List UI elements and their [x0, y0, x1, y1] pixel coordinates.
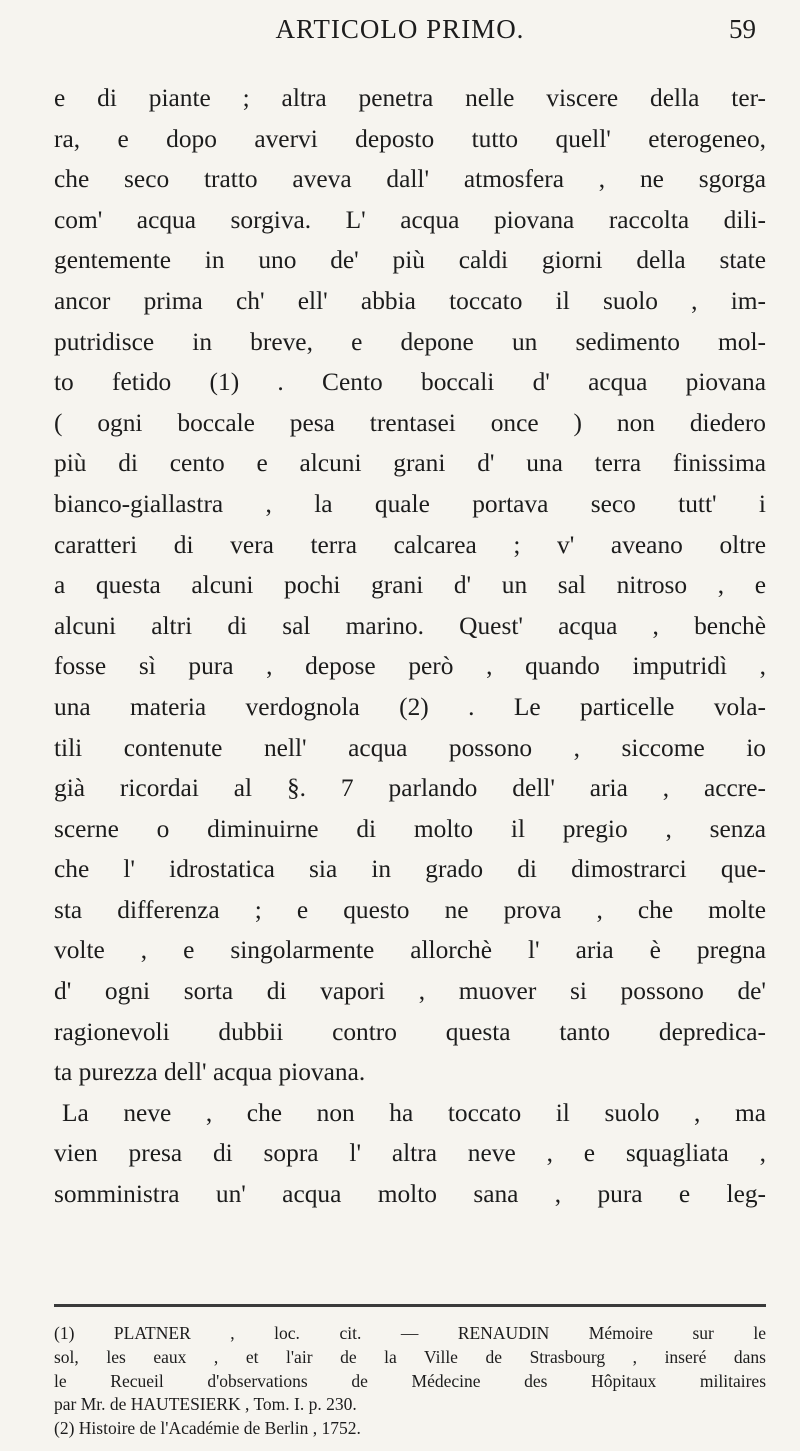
page-header — [0, 14, 800, 54]
text-line: volte , e singolarmente allorchè l' aria è pregna — [54, 936, 766, 965]
text-line: una materia verdognola (2) . Le particelle vola- — [54, 692, 766, 721]
text-line: d' ogni sorta di vapori , muover si possono de' — [54, 977, 766, 1006]
footnote-line: (2) Histoire de l'Académie de Berlin , 1752. — [54, 1418, 361, 1439]
footnote-line: par Mr. de HAUTESIERK , Tom. I. p. 230. — [54, 1394, 357, 1415]
text-line: e di piante ; altra penetra nelle viscere della ter- — [54, 84, 766, 112]
text-line: ragionevoli dubbii contro questa tanto depredica- — [54, 1017, 766, 1046]
text-line: to fetido (1) . Cento boccali d' acqua piovana — [54, 368, 766, 397]
text-line: caratteri di vera terra calcarea ; v' aveano oltre — [54, 530, 766, 559]
body-text — [54, 78, 766, 1215]
footnote-line: sol, les eaux , et l'air de la Ville de Strasbourg , inseré dans — [54, 1346, 766, 1367]
text-line: somministra un' acqua molto sana , pura e leg- — [54, 1180, 766, 1209]
text-line: alcuni altri di sal marino. Quest' acqua , benchè — [54, 611, 766, 640]
text-line: putridisce in breve, e depone un sedimento mol- — [54, 327, 766, 356]
text-line: che seco tratto aveva dall' atmosfera , ne sgorga — [54, 165, 766, 194]
text-line: più di cento e alcuni grani d' una terra finissima — [54, 449, 766, 478]
text-line: scerne o diminuirne di molto il pregio , senza — [54, 814, 766, 843]
footnote-line: (1) PLATNER , loc. cit. — RENAUDIN Mémoire sur le — [54, 1323, 766, 1343]
text-line: tili contenute nell' acqua possono , siccome io — [54, 733, 766, 762]
text-line: ta purezza dell' acqua piovana. — [54, 1058, 366, 1087]
text-line: com' acqua sorgiva. L' acqua piovana raccolta dili- — [54, 205, 766, 234]
paragraph-start-line: La neve , che non ha toccato il suolo , ma — [62, 1098, 766, 1127]
text-line: ra, e dopo avervi deposto tutto quell' eterogeneo, — [54, 124, 766, 153]
text-line: ( ogni boccale pesa trentasei once ) non diedero — [54, 408, 766, 437]
footnote-line: le Recueil d'observations de Médecine des Hôpitaux militaires — [54, 1370, 766, 1391]
text-line: sta differenza ; e questo ne prova , che molte — [54, 895, 766, 924]
text-line: che l' idrostatica sia in grado di dimostrarci que- — [54, 855, 766, 884]
text-line: vien presa di sopra l' altra neve , e squagliata , — [54, 1139, 766, 1168]
text-line: ancor prima ch' ell' abbia toccato il suolo , im- — [54, 286, 766, 315]
text-line: fosse sì pura , depose però , quando imputridì , — [54, 652, 766, 681]
footnote-divider — [54, 1304, 766, 1307]
text-line: bianco-giallastra , la quale portava seco tutt' i — [54, 489, 766, 518]
footnotes — [54, 1322, 766, 1441]
page-number: 59 — [729, 14, 756, 44]
text-line: a questa alcuni pochi grani d' un sal nitroso , e — [54, 571, 766, 600]
text-line: già ricordai al §. 7 parlando dell' aria , accre- — [54, 774, 766, 803]
running-title: ARTICOLO PRIMO. — [275, 14, 525, 44]
text-line: gentemente in uno de' più caldi giorni della state — [54, 246, 766, 275]
